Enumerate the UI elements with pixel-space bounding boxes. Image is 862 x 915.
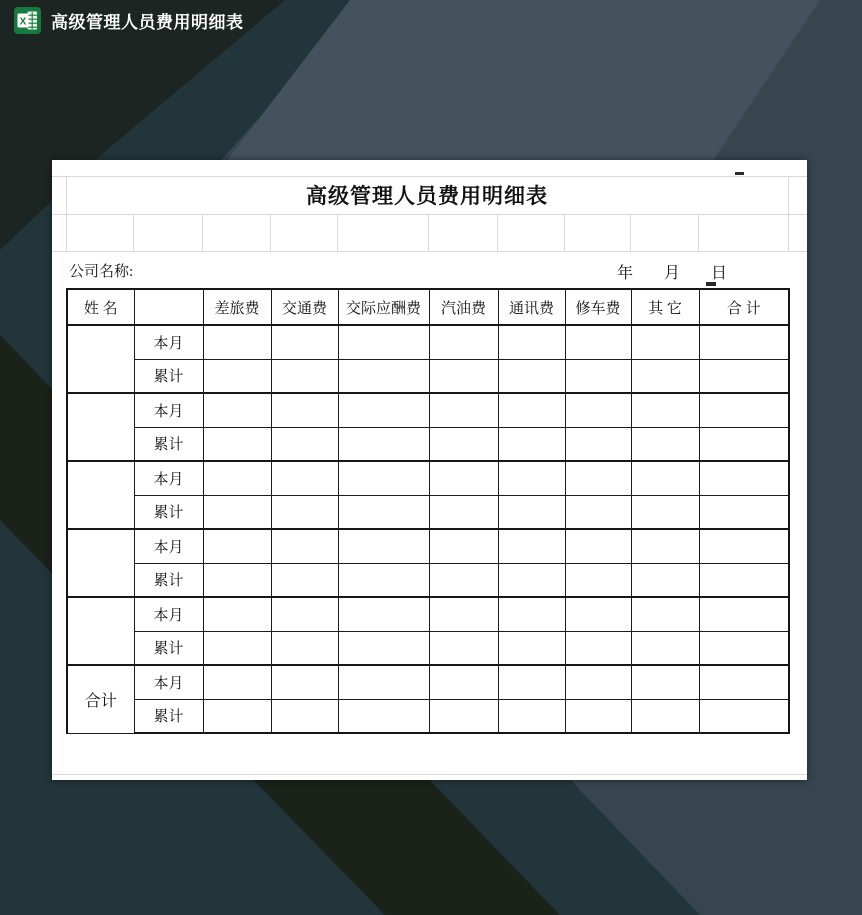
amount-cell[interactable] xyxy=(338,461,429,495)
amount-cell[interactable] xyxy=(565,597,631,631)
amount-cell[interactable] xyxy=(498,631,565,665)
amount-cell[interactable] xyxy=(429,631,498,665)
amount-cell[interactable] xyxy=(631,325,699,359)
amount-cell[interactable] xyxy=(498,393,565,427)
period-label-cell: 累计 xyxy=(134,699,203,733)
amount-cell[interactable] xyxy=(338,495,429,529)
amount-cell[interactable] xyxy=(631,631,699,665)
amount-cell[interactable] xyxy=(498,597,565,631)
period-label-cell: 累计 xyxy=(134,495,203,529)
amount-cell[interactable] xyxy=(429,563,498,597)
period-label-cell: 累计 xyxy=(134,631,203,665)
amount-cell[interactable] xyxy=(271,563,338,597)
amount-cell[interactable] xyxy=(699,529,789,563)
amount-cell[interactable] xyxy=(203,699,271,733)
gridline xyxy=(630,214,631,251)
amount-cell[interactable] xyxy=(565,393,631,427)
period-label-cell: 本月 xyxy=(134,461,203,495)
gridline xyxy=(52,214,807,215)
period-label-cell: 本月 xyxy=(134,597,203,631)
amount-cell[interactable] xyxy=(699,665,789,699)
amount-cell[interactable] xyxy=(429,461,498,495)
column-header: 姓 名 xyxy=(67,289,134,325)
amount-cell[interactable] xyxy=(565,461,631,495)
amount-cell[interactable] xyxy=(498,563,565,597)
amount-cell[interactable] xyxy=(631,495,699,529)
amount-cell[interactable] xyxy=(565,325,631,359)
amount-cell[interactable] xyxy=(699,631,789,665)
amount-cell[interactable] xyxy=(498,427,565,461)
column-header: 汽油费 xyxy=(429,289,498,325)
period-label-cell: 累计 xyxy=(134,563,203,597)
date-month-label: 月 xyxy=(664,265,681,282)
amount-cell[interactable] xyxy=(203,427,271,461)
excel-icon xyxy=(14,7,41,34)
company-name-label: 公司名称: xyxy=(69,264,134,280)
amount-cell[interactable] xyxy=(699,461,789,495)
amount-cell[interactable] xyxy=(699,597,789,631)
column-header: 差旅费 xyxy=(203,289,271,325)
gridline xyxy=(698,214,699,251)
amount-cell[interactable] xyxy=(338,427,429,461)
amount-cell[interactable] xyxy=(631,699,699,733)
amount-cell[interactable] xyxy=(429,427,498,461)
amount-cell[interactable] xyxy=(338,563,429,597)
gridline xyxy=(52,176,807,177)
column-header: 交通费 xyxy=(271,289,338,325)
amount-cell[interactable] xyxy=(631,461,699,495)
amount-cell[interactable] xyxy=(271,529,338,563)
amount-cell[interactable] xyxy=(498,359,565,393)
gridline xyxy=(202,214,203,251)
window-title: 高级管理人员费用明细表 xyxy=(51,12,244,32)
amount-cell[interactable] xyxy=(338,393,429,427)
sheet-title: 高级管理人员费用明细表 xyxy=(306,184,548,208)
column-header xyxy=(134,289,203,325)
amount-cell[interactable] xyxy=(271,665,338,699)
column-header: 修车费 xyxy=(565,289,631,325)
amount-cell[interactable] xyxy=(498,699,565,733)
period-label-cell: 本月 xyxy=(134,393,203,427)
amount-cell[interactable] xyxy=(565,631,631,665)
date-day-label: 日 xyxy=(711,265,728,282)
amount-cell[interactable] xyxy=(338,631,429,665)
titlebar xyxy=(0,0,862,40)
amount-cell[interactable] xyxy=(338,359,429,393)
amount-cell[interactable] xyxy=(429,359,498,393)
amount-cell[interactable] xyxy=(271,631,338,665)
amount-cell[interactable] xyxy=(498,461,565,495)
amount-cell[interactable] xyxy=(338,529,429,563)
amount-cell[interactable] xyxy=(203,597,271,631)
amount-cell[interactable] xyxy=(429,665,498,699)
amount-cell[interactable] xyxy=(203,631,271,665)
name-cell[interactable] xyxy=(67,461,134,529)
amount-cell[interactable] xyxy=(203,665,271,699)
amount-cell[interactable] xyxy=(203,495,271,529)
amount-cell[interactable] xyxy=(565,699,631,733)
column-header: 通讯费 xyxy=(498,289,565,325)
amount-cell[interactable] xyxy=(338,597,429,631)
amount-cell[interactable] xyxy=(498,665,565,699)
name-cell[interactable] xyxy=(67,325,134,393)
name-cell[interactable] xyxy=(67,393,134,461)
amount-cell[interactable] xyxy=(498,529,565,563)
expense-table xyxy=(66,288,790,734)
gridline xyxy=(788,176,789,251)
column-header: 交际应酬费 xyxy=(338,289,429,325)
amount-cell[interactable] xyxy=(631,665,699,699)
amount-cell[interactable] xyxy=(203,325,271,359)
amount-cell[interactable] xyxy=(429,393,498,427)
amount-cell[interactable] xyxy=(565,359,631,393)
amount-cell[interactable] xyxy=(271,393,338,427)
amount-cell[interactable] xyxy=(271,699,338,733)
amount-cell[interactable] xyxy=(498,495,565,529)
period-label-cell: 本月 xyxy=(134,529,203,563)
period-label-cell: 本月 xyxy=(134,325,203,359)
amount-cell[interactable] xyxy=(631,359,699,393)
amount-cell[interactable] xyxy=(699,563,789,597)
amount-cell[interactable] xyxy=(271,359,338,393)
amount-cell[interactable] xyxy=(429,699,498,733)
amount-cell[interactable] xyxy=(699,427,789,461)
period-label-cell: 累计 xyxy=(134,427,203,461)
amount-cell[interactable] xyxy=(429,495,498,529)
amount-cell[interactable] xyxy=(271,495,338,529)
amount-cell[interactable] xyxy=(203,529,271,563)
cell-artifact xyxy=(735,172,744,175)
amount-cell[interactable] xyxy=(429,529,498,563)
gridline xyxy=(270,214,271,251)
amount-cell[interactable] xyxy=(429,325,498,359)
amount-cell[interactable] xyxy=(271,325,338,359)
amount-cell[interactable] xyxy=(631,427,699,461)
amount-cell[interactable] xyxy=(631,529,699,563)
amount-cell[interactable] xyxy=(338,665,429,699)
amount-cell[interactable] xyxy=(699,495,789,529)
amount-cell[interactable] xyxy=(271,427,338,461)
amount-cell[interactable] xyxy=(338,325,429,359)
column-header: 合 计 xyxy=(699,289,789,325)
amount-cell[interactable] xyxy=(203,393,271,427)
amount-cell[interactable] xyxy=(203,359,271,393)
amount-cell[interactable] xyxy=(699,393,789,427)
amount-cell[interactable] xyxy=(631,393,699,427)
gridline xyxy=(337,214,338,251)
amount-cell[interactable] xyxy=(498,325,565,359)
date-year-label: 年 xyxy=(617,265,634,282)
svg-text:X: X xyxy=(19,16,27,27)
name-cell[interactable] xyxy=(67,597,134,665)
amount-cell[interactable] xyxy=(565,427,631,461)
sheet-panel xyxy=(52,160,807,780)
amount-cell[interactable] xyxy=(203,461,271,495)
amount-cell[interactable] xyxy=(203,563,271,597)
amount-cell[interactable] xyxy=(631,563,699,597)
period-label-cell: 本月 xyxy=(134,665,203,699)
amount-cell[interactable] xyxy=(271,461,338,495)
period-label-cell: 累计 xyxy=(134,359,203,393)
gridline xyxy=(497,214,498,251)
amount-cell[interactable] xyxy=(699,699,789,733)
amount-cell[interactable] xyxy=(631,597,699,631)
amount-cell[interactable] xyxy=(429,597,498,631)
amount-cell[interactable] xyxy=(271,597,338,631)
amount-cell[interactable] xyxy=(338,699,429,733)
amount-cell[interactable] xyxy=(565,529,631,563)
gridline xyxy=(52,251,807,252)
gridline xyxy=(133,214,134,251)
amount-cell[interactable] xyxy=(699,325,789,359)
gridline xyxy=(564,214,565,251)
amount-cell[interactable] xyxy=(565,563,631,597)
amount-cell[interactable] xyxy=(565,495,631,529)
amount-cell[interactable] xyxy=(699,359,789,393)
name-cell[interactable]: 合计 xyxy=(67,665,134,733)
name-cell[interactable] xyxy=(67,529,134,597)
amount-cell[interactable] xyxy=(565,665,631,699)
column-header: 其 它 xyxy=(631,289,699,325)
gridline xyxy=(428,214,429,251)
gridline xyxy=(52,774,807,775)
